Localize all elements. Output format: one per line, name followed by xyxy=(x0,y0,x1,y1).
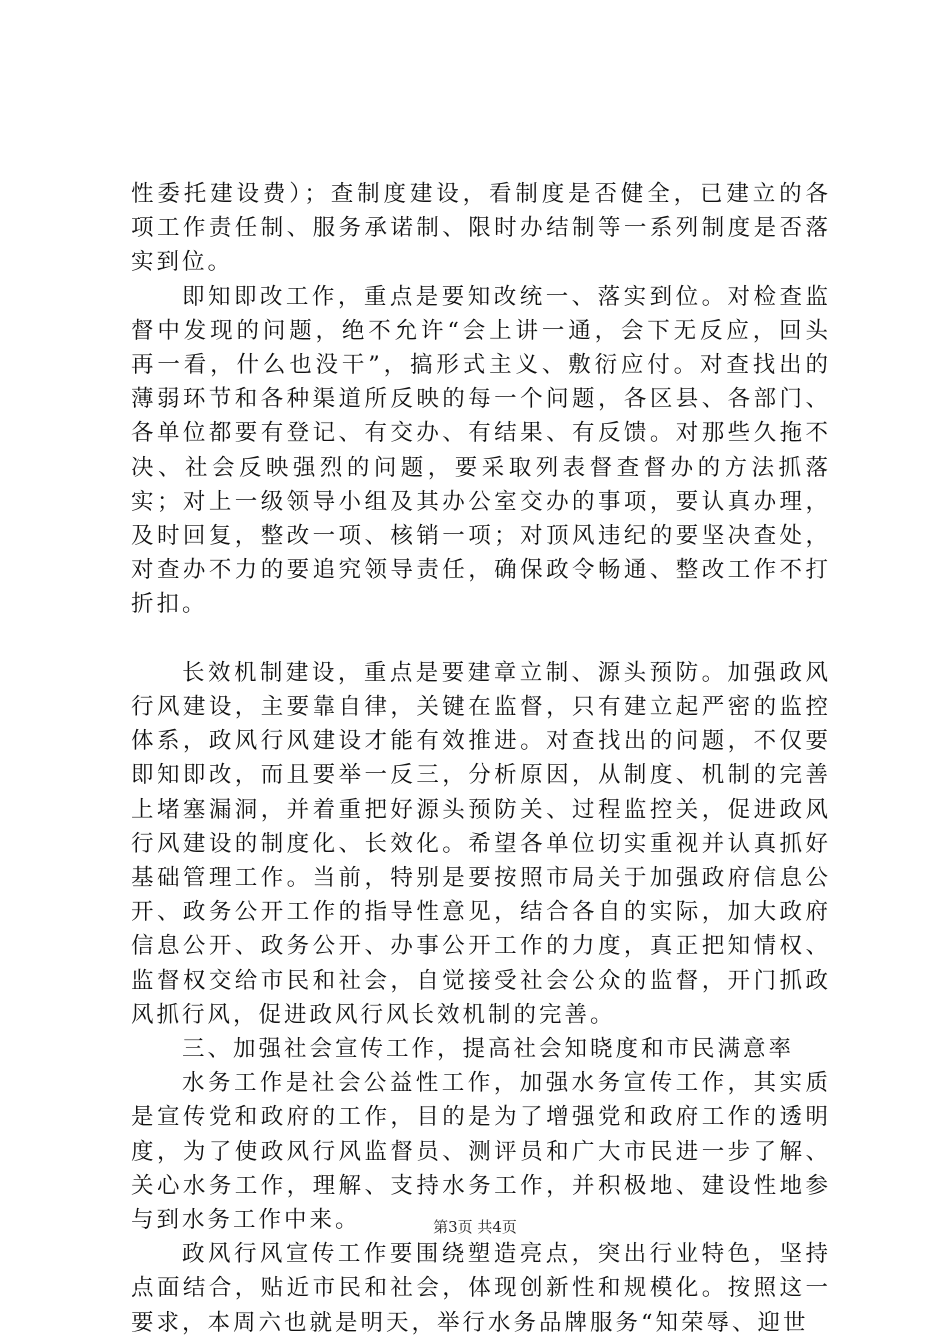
paragraph-continuation: 性委托建设费）；查制度建设，看制度是否健全，已建立的各项工作责任制、服务承诺制、限时办结制等一系列制度是否落实到位。 xyxy=(131,181,831,276)
paragraph-spacer xyxy=(131,622,831,656)
paragraph-long-term-mechanism: 长效机制建设，重点是要建章立制、源头预防。加强政风行风建设，主要靠自律，关键在监督，只有建立起严密的监控体系，政风行风建设才能有效推进。对查找出的问题，不仅要即知即改，而且要举一反三，分析原因，从制度、机制的完善上堵塞漏洞，并着重把好源头预防关、过程监控关，促进政风行风建设的制度化、长效化。希望各单位切实重视并认真抓好基础管理工作。当前，特别是要按照市局关于加强政府信息公开、政务公开工作的指导性意见，结合各自的实际，加大政府信息公开、政务公开、办事公开工作的力度，真正把知情权、监督权交给市民和社会，自觉接受社会公众的监督，开门抓政风抓行风，促进政风行风长效机制的完善。 xyxy=(131,659,831,1028)
page-footer: 第3页 共4页 xyxy=(433,1218,517,1236)
section-heading: 三、加强社会宣传工作，提高社会知晓度和市民满意率 xyxy=(182,1036,795,1063)
paragraph-water-publicity: 水务工作是社会公益性工作，加强水务宣传工作，其实质是宣传党和政府的工作，目的是为了增强党和政府工作的透明度，为了使政风行风监督员、测评员和广大市民进一步了解、关心水务工作，理解、支持水务工作，并积极地、建设性地参与到水务工作中来。 xyxy=(131,1070,831,1234)
paragraph-publicity-work: 政风行风宣传工作要围绕塑造亮点，突出行业特色，坚持点面结合，贴近市民和社会，体现创新性和规模化。按照这一要求，本周六也就是明天，举行水务品牌服务“知荣辱、迎世 xyxy=(131,1241,831,1336)
body-text xyxy=(131,177,831,1340)
paragraph-immediate-rectification: 即知即改工作，重点是要知改统一、落实到位。对检查监督中发现的问题，绝不允许“会上讲一通，会下无反应，回头再一看，什么也没干”，搞形式主义、敷衍应付。对查找出的薄弱环节和各种渠道所反映的每一个问题，各区县、各部门、各单位都要有登记、有交办、有结果、有反馈。对那些久拖不决、社会反映强烈的问题，要采取列表督查督办的方法抓落实；对上一级领导小组及其办公室交办的事项，要认真办理，及时回复，整改一项、核销一项；对顶风违纪的要坚决查处，对查办不力的要追究领导责任，确保政令畅通、整改工作不打折扣。 xyxy=(131,283,831,618)
